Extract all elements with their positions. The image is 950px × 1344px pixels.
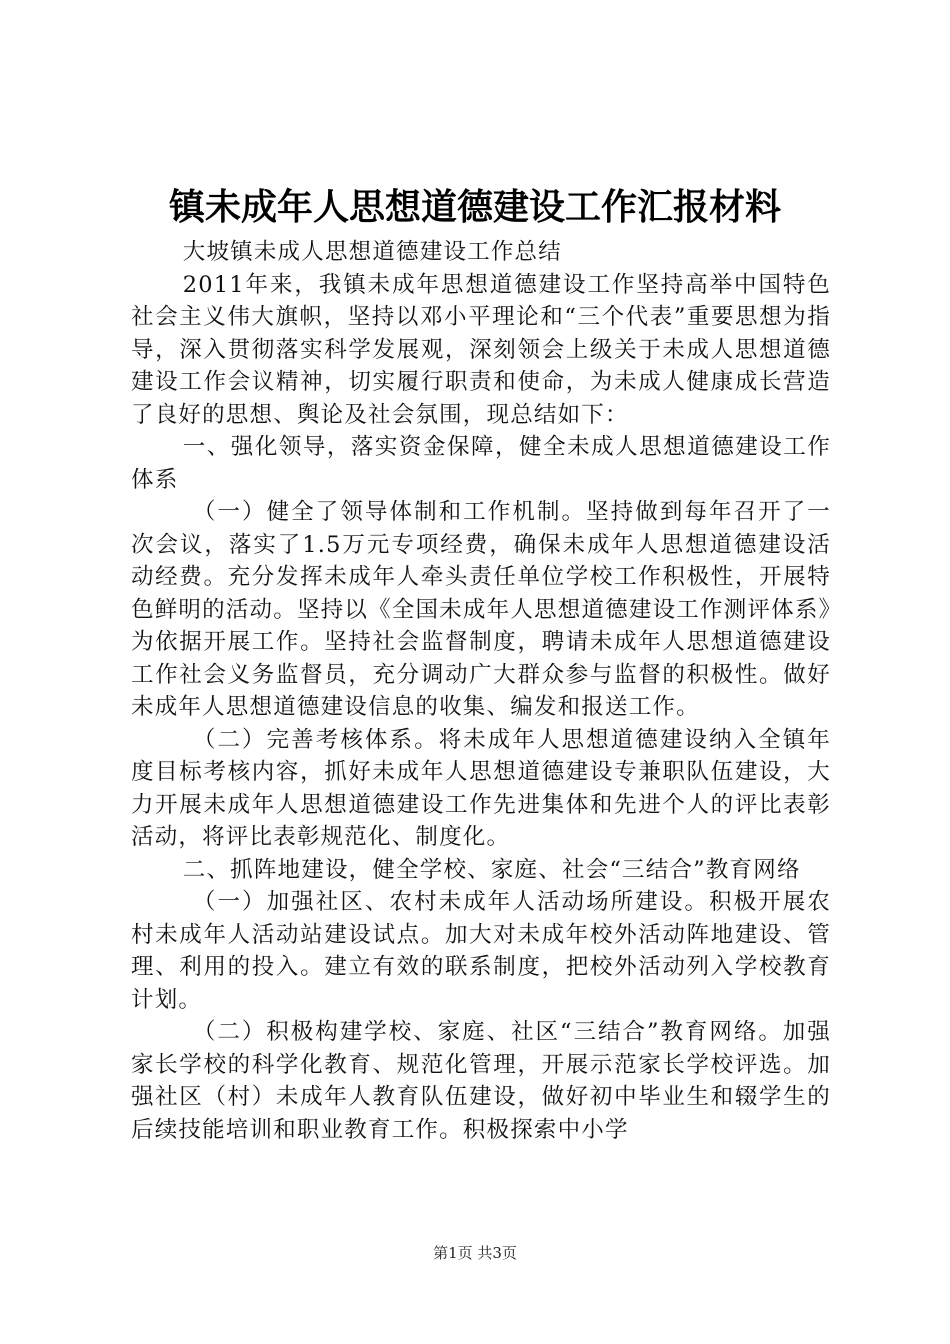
subtitle-paragraph: 大坡镇未成人思想道德建设工作总结 <box>182 239 562 265</box>
subsection-paragraph-1-2: （二）完善考核体系。将未成年人思想道德建设纳入全镇年度目标考核内容，抓好未成年人思想道德建设专兼职队伍建设，大力开展未成年人思想道德建设工作先进集体和先进个人的评比表彰活动，将评比表彰规范化、制度化。 <box>131 726 831 850</box>
section-heading-1: 一、强化领导，落实资金保障，健全未成人思想道德建设工作体系 <box>131 434 831 493</box>
document-title: 镇未成年人思想道德建设工作汇报材料 <box>168 187 781 228</box>
section-heading-2: 二、抓阵地建设，健全学校、家庭、社会“三结合”教育网络 <box>182 856 801 883</box>
subsection-paragraph-2-1: （一）加强社区、农村未成年人活动场所建设。积极开展农村未成年人活动站建设试点。加大对未成年校外活动阵地建设、管理、利用的投入。建立有效的联系制度，把校外活动列入学校教育计划。 <box>131 889 831 1013</box>
subsection-paragraph-2-2: （二）积极构建学校、家庭、社区“三结合”教育网络。加强家长学校的科学化教育、规范化管理，开展示范家长学校评选。加强社区（村）未成年人教育队伍建设，做好初中毕业生和辍学生的后续技能培训和职业教育工作。积极探索中小学 <box>131 1019 831 1143</box>
subsection-paragraph-1-1: （一）健全了领导体制和工作机制。坚持做到每年召开了一次会议，落实了1.5万元专项经费，确保未成年人思想道德建设活动经费。充分发挥未成年人牵头责任单位学校工作积极性，开展特色鲜明的活动。坚持以《全国未成年人思想道德建设工作测评体系》为依据开展工作。坚持社会监督制度，聘请未成年人思想道德建设工作社会义务监督员，充分调动广大群众参与监督的积极性。做好未成年人思想道德建设信息的收集、编发和报送工作。 <box>131 499 831 720</box>
intro-paragraph: 2011年来，我镇未成年思想道德建设工作坚持高举中国特色社会主义伟大旗帜，坚持以邓小平理论和“三个代表”重要思想为指导，深入贯彻落实科学发展观，深刻领会上级关于未成人思想道德建设工作会议精神，切实履行职责和使命，为未成人健康成长营造了良好的思想、舆论及社会氛围，现总结如下： <box>131 271 831 428</box>
page-number-footer: 第1页 共3页 <box>433 1244 517 1262</box>
document-body <box>131 236 831 1146</box>
